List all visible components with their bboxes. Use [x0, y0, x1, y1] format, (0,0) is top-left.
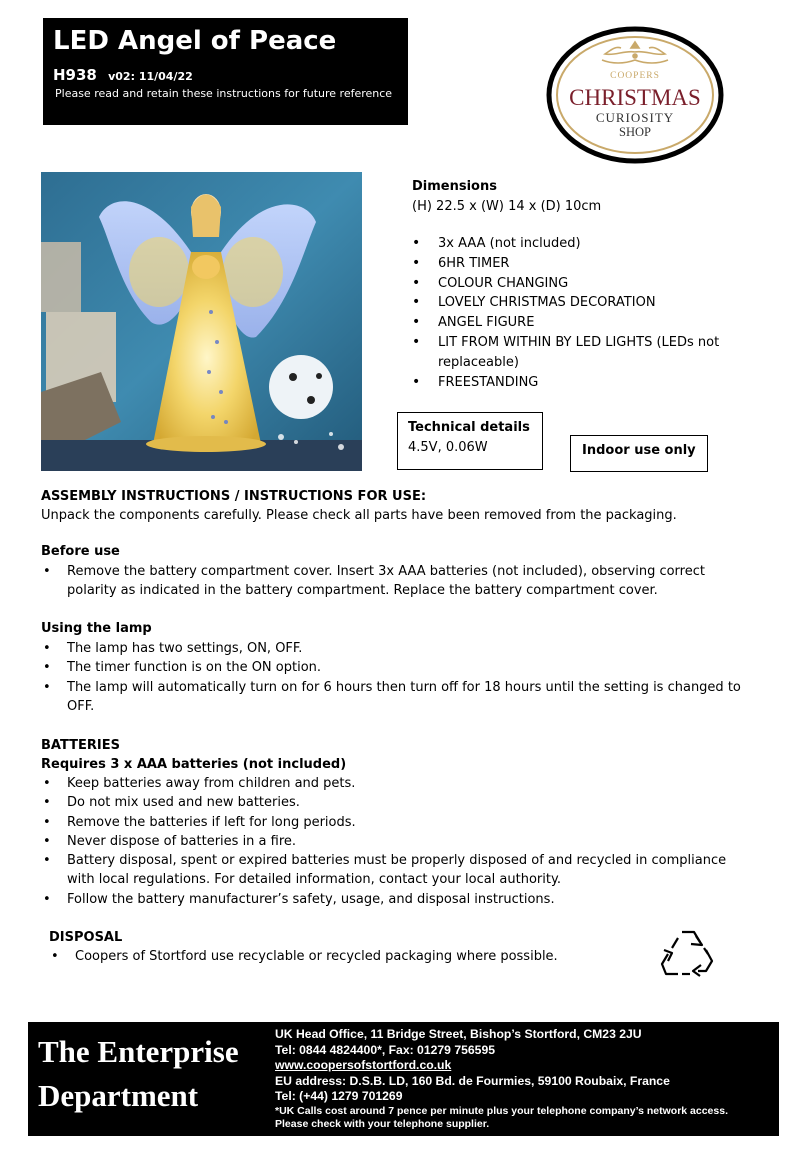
recycle-icon [660, 928, 716, 982]
version: v02: 11/04/22 [108, 70, 193, 83]
using-list [41, 639, 741, 716]
logo-line4: SHOP [619, 125, 651, 139]
head-office: UK Head Office, 11 Bridge Street, Bishop’s Stortford, CM23 2JU [275, 1027, 642, 1041]
product-code-line [53, 66, 193, 84]
phone-fax: Tel: 0844 4824400*, Fax: 01279 756595 [275, 1042, 495, 1057]
indoor-use-box: Indoor use only [570, 435, 708, 472]
list-item: • Never dispose of batteries in a fire. [41, 832, 741, 851]
eu-address: EU address: D.S.B. LD, 160 Bd. de Fourmies, 59100 Roubaix, France [275, 1073, 670, 1088]
coopers-christmas-logo [546, 26, 724, 164]
call-cost-note-2: Please check with your telephone supplier. [275, 1118, 490, 1130]
list-item: • Follow the battery manufacturer’s safety, usage, and disposal instructions. [41, 890, 741, 909]
logo-line3: CURIOSITY [595, 110, 675, 125]
enterprise-brand [38, 1030, 239, 1118]
footer [28, 1022, 779, 1136]
intl-phone: Tel: (+44) 1279 701269 [275, 1089, 403, 1103]
product-title: LED Angel of Peace [53, 26, 337, 56]
list-item: • Coopers of Stortford use recyclable or recycled packaging where possible. [49, 947, 749, 966]
list-item: • The timer function is on the ON option. [41, 658, 741, 677]
list-item: • LIT FROM WITHIN BY LED LIGHTS (LEDs not replaceable) [412, 333, 742, 373]
logo-line2: CHRISTMAS [569, 85, 701, 110]
list-item: • Battery disposal, spent or expired batteries must be properly disposed of and recycled in compliance with local regulations. For detailed information, contact your local authority. [41, 851, 741, 890]
list-item: • Remove the battery compartment cover. Insert 3x AAA batteries (not included), observing correct polarity as indicated in the battery compartment. Replace the battery compartment cover. [41, 562, 741, 601]
list-item: • The lamp will automatically turn on for 6 hours then turn off for 18 hours until the setting is changed to OFF. [41, 678, 741, 717]
using-heading: Using the lamp [41, 621, 152, 636]
list-item: • Do not mix used and new batteries. [41, 793, 741, 812]
title-block [43, 18, 408, 125]
list-item: • Remove the batteries if left for long periods. [41, 813, 741, 832]
assembly-heading: ASSEMBLY INSTRUCTIONS / INSTRUCTIONS FOR USE: [41, 489, 427, 504]
list-item: • Keep batteries away from children and pets. [41, 774, 741, 793]
brand-line2: Department [38, 1078, 199, 1113]
batteries-list [41, 774, 741, 909]
list-item: • COLOUR CHANGING [412, 274, 742, 294]
list-item: • 6HR TIMER [412, 254, 742, 274]
before-use-list [41, 562, 741, 601]
list-item: • 3x AAA (not included) [412, 234, 742, 254]
technical-heading: Technical details [408, 420, 530, 435]
before-use-heading: Before use [41, 544, 120, 559]
list-item: • The lamp has two settings, ON, OFF. [41, 639, 741, 658]
list-item: • LOVELY CHRISTMAS DECORATION [412, 293, 742, 313]
call-cost-note: *UK Calls cost around 7 pence per minute plus your telephone company’s network access. [275, 1104, 728, 1117]
retain-note: Please read and retain these instructions for future reference [55, 87, 393, 100]
batteries-heading: BATTERIES [41, 738, 120, 753]
brand-line1: The Enterprise [38, 1034, 239, 1069]
logo-line1: COOPERS [610, 71, 660, 81]
dimensions-heading: Dimensions [412, 179, 497, 194]
contact-info [275, 1027, 728, 1132]
product-photo [41, 172, 362, 471]
list-item: • FREESTANDING [412, 373, 742, 393]
website-link[interactable]: www.coopersofstortford.co.uk [275, 1058, 452, 1072]
assembly-text: Unpack the components carefully. Please check all parts have been removed from the packaging. [41, 508, 677, 523]
technical-details-box [397, 412, 543, 470]
batteries-subheading: Requires 3 x AAA batteries (not included) [41, 757, 347, 772]
list-item: • ANGEL FIGURE [412, 313, 742, 333]
dimensions-block [412, 177, 752, 217]
features-list [412, 234, 742, 392]
product-code: H938 [53, 66, 97, 84]
technical-value: 4.5V, 0.06W [408, 440, 488, 455]
disposal-list [49, 947, 749, 966]
disposal-heading: DISPOSAL [49, 930, 123, 945]
dimensions-value: (H) 22.5 x (W) 14 x (D) 10cm [412, 199, 602, 214]
